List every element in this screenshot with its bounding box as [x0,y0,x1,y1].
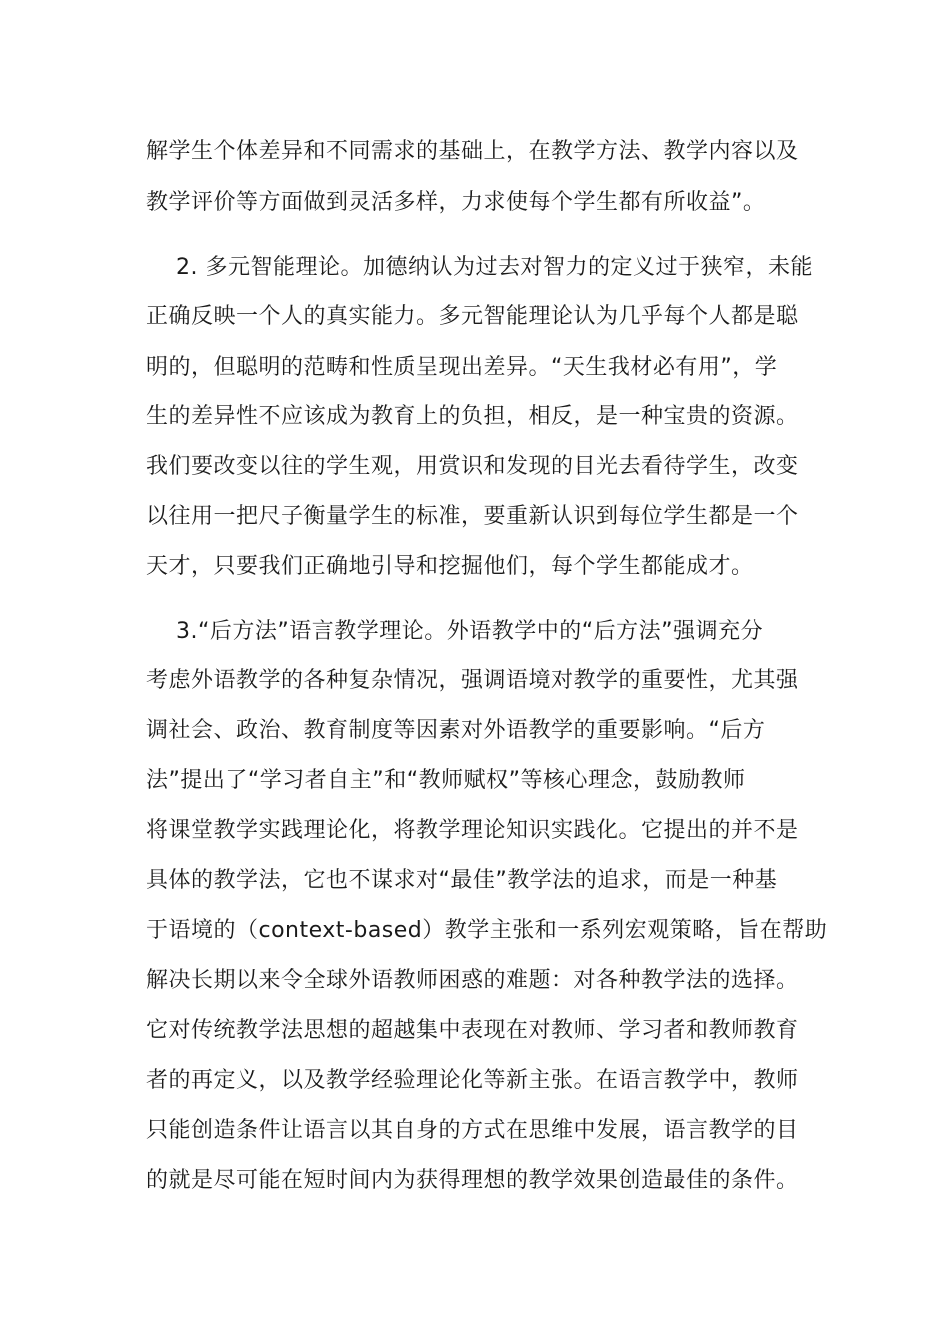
text-line: 调社会、政治、教育制度等因素对外语教学的重要影响。“后方 [146,718,766,743]
text-line: 教学评价等方面做到灵活多样，力求使每个学生都有所收益”。 [146,190,766,215]
text-line: 解学生个体差异和不同需求的基础上，在教学方法、教学内容以及 [146,139,799,164]
text-line: 将课堂教学实践理论化，将教学理论知识实践化。它提出的并不是 [146,818,799,843]
text-line: 我们要改变以往的学生观，用赏识和发现的目光去看待学生，改变 [146,454,799,479]
text-line: 正确反映一个人的真实能力。多元智能理论认为几乎每个人都是聪 [146,304,799,329]
text-line: 者的再定义，以及教学经验理论化等新主张。在语言教学中，教师 [146,1068,799,1093]
text-line: 2. 多元智能理论。加德纳认为过去对智力的定义过于狭窄，未能 [176,255,813,280]
text-line: 考虑外语教学的各种复杂情况，强调语境对教学的重要性，尤其强 [146,668,799,693]
text-line: 天才，只要我们正确地引导和挖掘他们，每个学生都能成才。 [146,554,754,579]
text-line: 法”提出了“学习者自主”和“教师赋权”等核心理念，鼓励教师 [146,768,746,793]
text-line: 明的，但聪明的范畴和性质呈现出差异。“天生我材必有用”，学 [146,355,778,380]
text-line: 只能创造条件让语言以其自身的方式在思维中发展，语言教学的目 [146,1118,799,1143]
text-line: 它对传统教学法思想的超越集中表现在对教师、学习者和教师教育 [146,1018,799,1043]
text-line: 于语境的（context-based）教学主张和一系列宏观策略，旨在帮助 [146,918,828,943]
text-line: 的就是尽可能在短时间内为获得理想的教学效果创造最佳的条件。 [146,1168,799,1193]
text-line: 以往用一把尺子衡量学生的标准，要重新认识到每位学生都是一个 [146,504,799,529]
text-line: 解决长期以来令全球外语教师困惑的难题：对各种教学法的选择。 [146,968,799,993]
text-line: 具体的教学法，它也不谋求对“最佳”教学法的追求，而是一种基 [146,868,778,893]
text-line: 3.“后方法”语言教学理论。外语教学中的“后方法”强调充分 [176,619,764,644]
text-line: 生的差异性不应该成为教育上的负担，相反，是一种宝贵的资源。 [146,404,799,429]
